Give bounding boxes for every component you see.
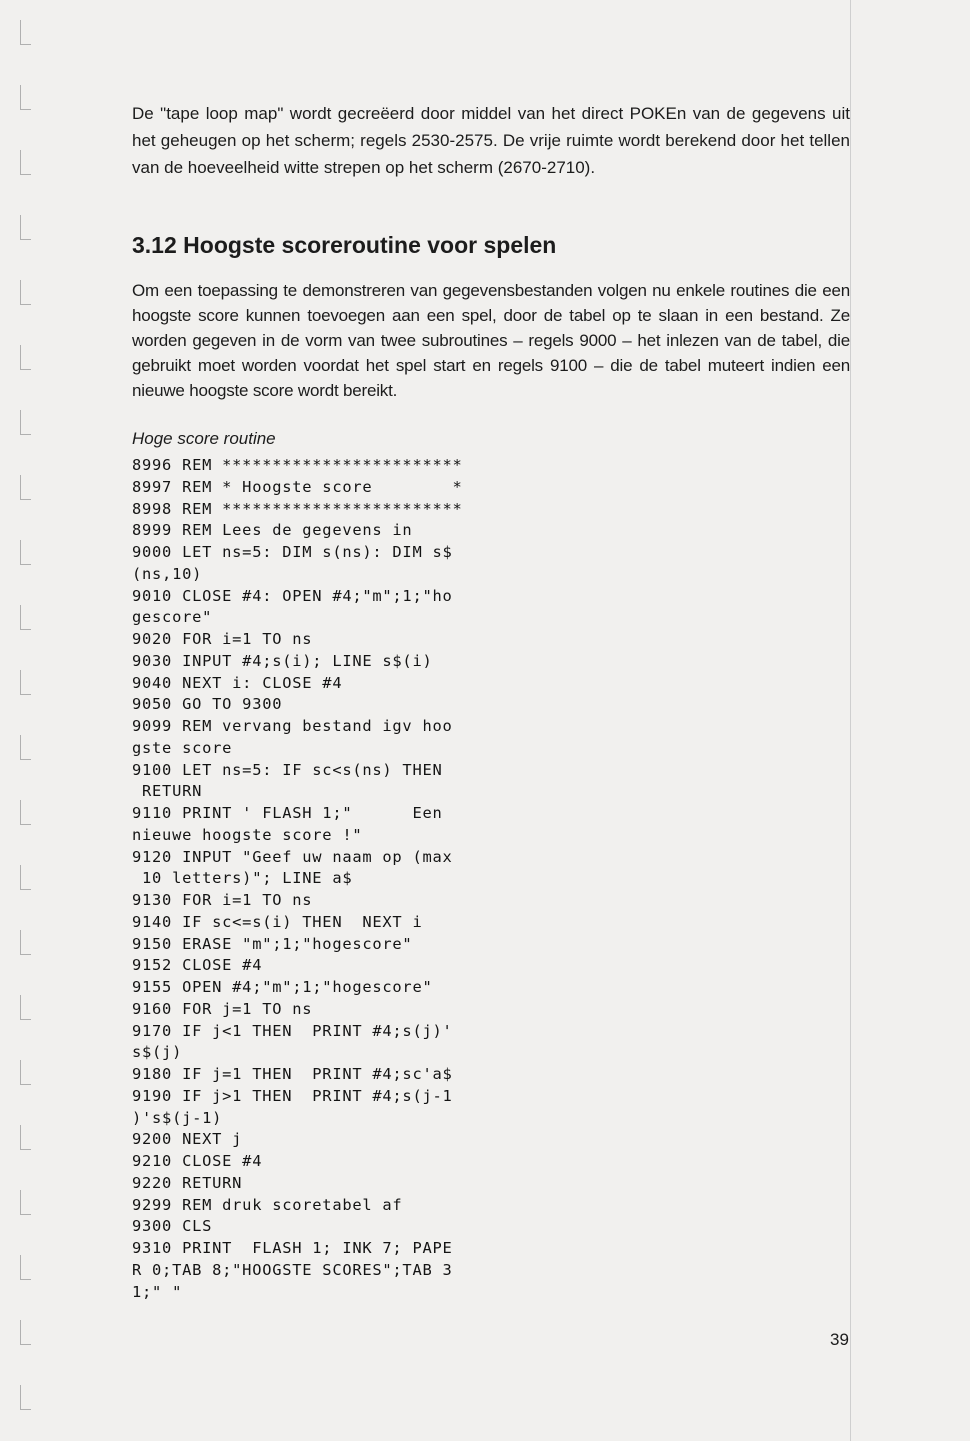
code-line: 9000 LET ns=5: DIM s(ns): DIM s$ bbox=[132, 543, 453, 561]
code-line: s$(j) bbox=[132, 1043, 183, 1062]
code-line: 9110 PRINT ' FLASH 1;" Een bbox=[132, 804, 443, 822]
intro-paragraph: De "tape loop map" wordt gecreëerd door middel van het direct POKEn van de gegevens uit het geheugen op het scherm; regels 2530-2575. De vrije ruimte wordt berekend door het tellen van de hoeveelheid witte strepen op het scherm (2670-2710). bbox=[132, 104, 850, 177]
code-line: )'s$(j-1) bbox=[132, 1108, 223, 1127]
code-line: 9310 PRINT FLASH 1; INK 7; PAPE bbox=[132, 1239, 453, 1257]
code-line: 9040 NEXT i: CLOSE #4 bbox=[132, 673, 343, 692]
code-line: 9100 LET ns=5: IF sc<s(ns) THEN bbox=[132, 760, 443, 779]
code-line: 8998 REM ************************ bbox=[132, 499, 463, 518]
code-line: 9099 REM vervang bestand igv hoo bbox=[132, 717, 453, 735]
code-line: 9220 RETURN bbox=[132, 1173, 243, 1192]
body-paragraph: Om een toepassing te demonstreren van gegevensbestanden volgen nu enkele routines die een hoogste score kunnen toevoegen aan een spel, door de tabel op te slaan in een bestand. Ze worden gegeven in de vorm van twee subroutines – regels 9000 – het inlezen van de tabel, die gebruikt moet worden voordat het spel start en regels 9100 – die de tabel muteert indien een nieuwe hoogste score wordt bereikt. bbox=[132, 281, 850, 400]
code-line: 9170 IF j<1 THEN PRINT #4;s(j)' bbox=[132, 1021, 453, 1040]
code-line: 9120 INPUT "Geef uw naam op (max bbox=[132, 847, 453, 866]
code-line: 9030 INPUT #4;s(i); LINE s$(i) bbox=[132, 651, 433, 670]
code-line: 9140 IF sc<=s(i) THEN NEXT i bbox=[132, 912, 423, 931]
code-line: RETURN bbox=[132, 782, 203, 801]
code-line: nieuwe hoogste score !" bbox=[132, 825, 363, 844]
code-line: gste score bbox=[132, 738, 233, 757]
code-line: 9152 CLOSE #4 bbox=[132, 956, 263, 975]
code-line: 9050 GO TO 9300 bbox=[132, 695, 283, 714]
code-line: 8996 REM ************************ bbox=[132, 456, 463, 474]
code-line: 9010 CLOSE #4: OPEN #4;"m";1;"ho bbox=[132, 586, 453, 605]
code-line: 9160 FOR j=1 TO ns bbox=[132, 999, 313, 1018]
section-heading: 3.12 Hoogste scoreroutine voor spelen bbox=[132, 232, 557, 258]
code-line: 9190 IF j>1 THEN PRINT #4;s(j-1 bbox=[132, 1086, 453, 1105]
code-line: 9210 CLOSE #4 bbox=[132, 1152, 263, 1170]
page-edge-line bbox=[850, 0, 851, 1441]
code-title: Hoge score routine bbox=[132, 429, 276, 448]
code-line: 9130 FOR i=1 TO ns bbox=[132, 891, 313, 909]
code-line: 9300 CLS bbox=[132, 1217, 213, 1236]
code-line: 8997 REM * Hoogste score * bbox=[132, 477, 463, 496]
code-line: 9020 FOR i=1 TO ns bbox=[132, 630, 313, 648]
code-line: 1;" " bbox=[132, 1282, 183, 1301]
code-line: 9180 IF j=1 THEN PRINT #4;sc'a$ bbox=[132, 1065, 453, 1083]
binding-margin-marks bbox=[20, 20, 34, 1420]
page-number: 39 bbox=[830, 1330, 849, 1349]
code-line: 8999 REM Lees de gegevens in bbox=[132, 521, 413, 540]
code-line: 9200 NEXT j bbox=[132, 1130, 243, 1149]
code-line: 10 letters)"; LINE a$ bbox=[132, 869, 353, 888]
code-line: 9299 REM druk scoretabel af bbox=[132, 1195, 403, 1214]
code-listing bbox=[132, 455, 463, 1303]
code-line: (ns,10) bbox=[132, 564, 203, 583]
code-line: R 0;TAB 8;"HOOGSTE SCORES";TAB 3 bbox=[132, 1260, 453, 1279]
code-line: gescore" bbox=[132, 608, 213, 627]
code-line: 9150 ERASE "m";1;"hogescore" bbox=[132, 934, 413, 953]
code-line: 9155 OPEN #4;"m";1;"hogescore" bbox=[132, 978, 433, 996]
